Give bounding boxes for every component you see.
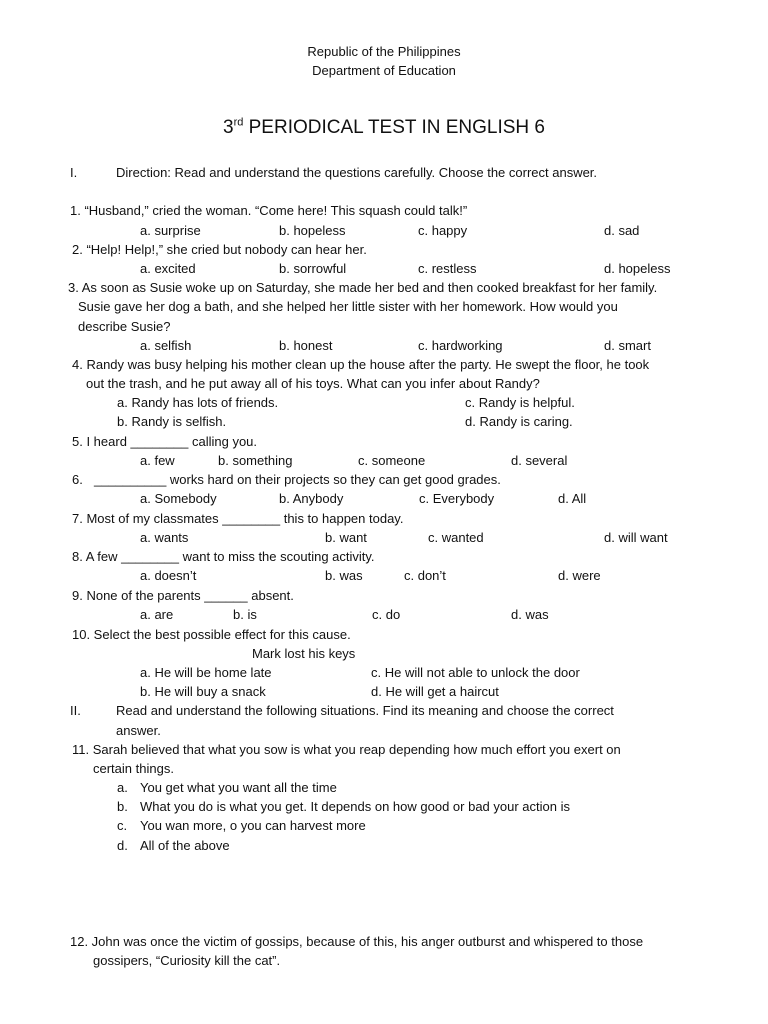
q1-choice-d: d. sad (604, 223, 640, 238)
question-4-line1: 4. Randy was busy helping his mother clean up the house after the party. He swept the floor, he took (72, 357, 650, 372)
q8-choice-d: d. were (558, 568, 601, 583)
q3-choice-c: c. hardworking (418, 338, 503, 353)
q6-choice-b: b. Anybody (279, 491, 344, 506)
q5-choice-b: b. something (218, 453, 293, 468)
q10-choice-a: a. He will be home late (140, 665, 272, 680)
question-10: 10. Select the best possible effect for this cause. (72, 627, 351, 642)
question-7: 7. Most of my classmates ________ this to happen today. (72, 511, 404, 526)
q2-choice-b: b. sorrowful (279, 261, 347, 276)
q1-choice-b: b. hopeless (279, 223, 346, 238)
question-5: 5. I heard ________ calling you. (72, 434, 258, 449)
republic-line: Republic of the Philippines (307, 44, 461, 59)
q4-choice-b: b. Randy is selfish. (117, 414, 227, 429)
q7-choice-a: a. wants (140, 530, 189, 545)
q9-choice-d: d. was (511, 607, 549, 622)
q6-choice-c: c. Everybody (419, 491, 495, 506)
q1-choice-c: c. happy (418, 223, 468, 238)
section2-direction-line1: Read and understand the following situations. Find its meaning and choose the correct (116, 703, 614, 718)
q9-choice-a: a. are (140, 607, 174, 622)
question-8: 8. A few ________ want to miss the scouting activity. (72, 549, 375, 564)
q1-choice-a: a. surprise (140, 223, 201, 238)
question-1: 1. “Husband,” cried the woman. “Come here! This squash could talk!” (70, 203, 468, 218)
q5-choice-c: c. someone (358, 453, 426, 468)
q9-choice-c: c. do (372, 607, 401, 622)
q11-option-a: You get what you want all the time (140, 780, 337, 795)
q6-choice-d: d. All (558, 491, 587, 506)
q11-letter-d: d. (117, 838, 128, 853)
question-12-line1: 12. John was once the victim of gossips, because of this, his anger outburst and whispered to those (70, 934, 644, 949)
q11-option-b: What you do is what you get. It depends on how good or bad your action is (140, 799, 570, 814)
q10-choice-c: c. He will not able to unlock the door (371, 665, 580, 680)
q6-choice-a: a. Somebody (140, 491, 217, 506)
q8-choice-c: c. don’t (404, 568, 446, 583)
page-title (0, 116, 768, 140)
q11-letter-b: b. (117, 799, 128, 814)
question-9: 9. None of the parents ______ absent. (72, 588, 294, 603)
title-text: PERIODICAL TEST IN ENGLISH 6 (243, 117, 545, 138)
q2-choice-d: d. hopeless (604, 261, 671, 276)
q11-letter-c: c. (117, 818, 128, 833)
q10-choice-b: b. He will buy a snack (140, 684, 266, 699)
q2-choice-a: a. excited (140, 261, 196, 276)
q10-choice-d: d. He will get a haircut (371, 684, 499, 699)
title-number: 3 (223, 117, 234, 138)
q5-choice-d: d. several (511, 453, 568, 468)
q10-cause: Mark lost his keys (252, 646, 356, 661)
question-3-line2: Susie gave her dog a bath, and she helped her little sister with her homework. How would you (78, 299, 618, 314)
section2-direction-line2: answer. (116, 723, 161, 738)
q4-choice-a: a. Randy has lots of friends. (117, 395, 279, 410)
q4-choice-c: c. Randy is helpful. (465, 395, 575, 410)
q3-choice-d: d. smart (604, 338, 651, 353)
section2-numeral: II. (70, 703, 81, 718)
question-2: 2. “Help! Help!,” she cried but nobody can hear her. (72, 242, 367, 257)
question-3-line1: 3. As soon as Susie woke up on Saturday, she made her bed and then cooked breakfast for her family. (68, 280, 658, 295)
question-12-line2: gossipers, “Curiosity kill the cat”. (93, 953, 281, 968)
q11-letter-a: a. (117, 780, 128, 795)
title-ordinal: rd (233, 116, 244, 129)
section1-direction: Direction: Read and understand the questions carefully. Choose the correct answer. (116, 165, 598, 180)
question-6: __________ works hard on their projects so they can get good grades. (94, 472, 501, 487)
q8-choice-a: a. doesn’t (140, 568, 197, 583)
q5-choice-a: a. few (140, 453, 175, 468)
question-11-line1: 11. Sarah believed that what you sow is what you reap depending how much effort you exert on (72, 742, 621, 757)
section1-numeral: I. (70, 165, 78, 180)
q9-choice-b: b. is (233, 607, 257, 622)
q8-choice-b: b. was (325, 568, 363, 583)
q2-choice-c: c. restless (418, 261, 477, 276)
q7-choice-c: c. wanted (428, 530, 484, 545)
question-11-line2: certain things. (93, 761, 174, 776)
q7-choice-b: b. want (325, 530, 367, 545)
q3-choice-b: b. honest (279, 338, 333, 353)
q4-choice-d: d. Randy is caring. (465, 414, 573, 429)
q7-choice-d: d. will want (604, 530, 668, 545)
question-4-line2: out the trash, and he put away all of his toys. What can you infer about Randy? (86, 376, 540, 391)
question-3-line3: describe Susie? (78, 319, 171, 334)
q11-option-c: You wan more, o you can harvest more (140, 818, 366, 833)
q11-option-d: All of the above (140, 838, 230, 853)
question-6-number: 6. (72, 472, 83, 487)
department-line: Department of Education (312, 63, 456, 78)
q3-choice-a: a. selfish (140, 338, 192, 353)
